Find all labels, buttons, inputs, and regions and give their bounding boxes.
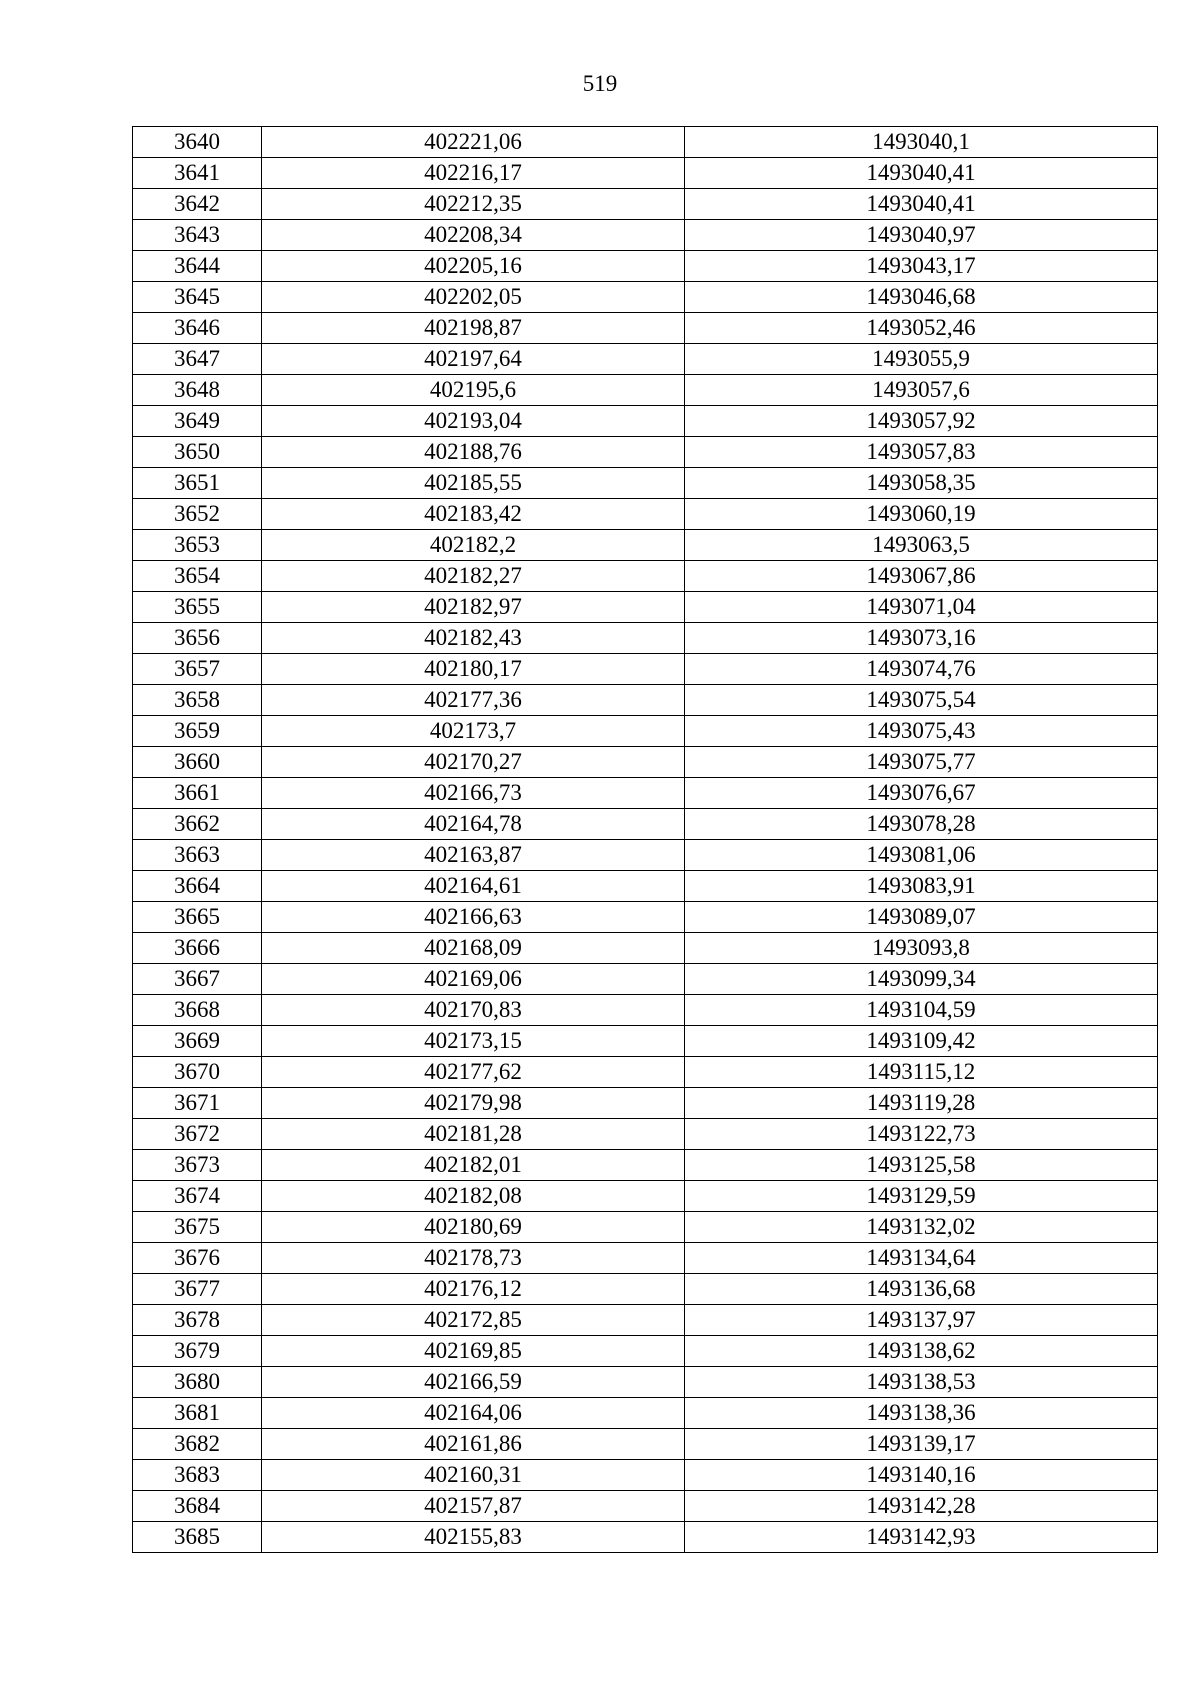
point-number-cell: 3643: [133, 220, 262, 251]
x-coordinate-cell: 402164,06: [262, 1398, 685, 1429]
point-number-cell: 3655: [133, 592, 262, 623]
x-coordinate-cell: 402161,86: [262, 1429, 685, 1460]
point-number-cell: 3649: [133, 406, 262, 437]
table-row: [133, 189, 1158, 220]
x-coordinate-cell: 402221,06: [262, 127, 685, 158]
table-row: [133, 995, 1158, 1026]
point-number-cell: 3645: [133, 282, 262, 313]
point-number-cell: 3640: [133, 127, 262, 158]
point-number-cell: 3684: [133, 1491, 262, 1522]
y-coordinate-cell: 1493040,41: [685, 189, 1158, 220]
x-coordinate-cell: 402164,78: [262, 809, 685, 840]
y-coordinate-cell: 1493075,77: [685, 747, 1158, 778]
y-coordinate-cell: 1493104,59: [685, 995, 1158, 1026]
y-coordinate-cell: 1493040,41: [685, 158, 1158, 189]
point-number-cell: 3660: [133, 747, 262, 778]
x-coordinate-cell: 402188,76: [262, 437, 685, 468]
y-coordinate-cell: 1493142,93: [685, 1522, 1158, 1553]
x-coordinate-cell: 402180,69: [262, 1212, 685, 1243]
x-coordinate-cell: 402182,08: [262, 1181, 685, 1212]
y-coordinate-cell: 1493071,04: [685, 592, 1158, 623]
coordinates-table: [132, 126, 1158, 1553]
table-row: [133, 158, 1158, 189]
point-number-cell: 3678: [133, 1305, 262, 1336]
table-row: [133, 1367, 1158, 1398]
x-coordinate-cell: 402216,17: [262, 158, 685, 189]
table-row: [133, 1212, 1158, 1243]
y-coordinate-cell: 1493043,17: [685, 251, 1158, 282]
x-coordinate-cell: 402195,6: [262, 375, 685, 406]
table-row: [133, 623, 1158, 654]
y-coordinate-cell: 1493078,28: [685, 809, 1158, 840]
table-row: [133, 1150, 1158, 1181]
table-row: [133, 964, 1158, 995]
table-row: [133, 220, 1158, 251]
y-coordinate-cell: 1493119,28: [685, 1088, 1158, 1119]
point-number-cell: 3648: [133, 375, 262, 406]
point-number-cell: 3663: [133, 840, 262, 871]
point-number-cell: 3657: [133, 654, 262, 685]
y-coordinate-cell: 1493074,76: [685, 654, 1158, 685]
x-coordinate-cell: 402181,28: [262, 1119, 685, 1150]
x-coordinate-cell: 402182,01: [262, 1150, 685, 1181]
table-row: [133, 747, 1158, 778]
y-coordinate-cell: 1493142,28: [685, 1491, 1158, 1522]
table-row: [133, 127, 1158, 158]
point-number-cell: 3662: [133, 809, 262, 840]
x-coordinate-cell: 402168,09: [262, 933, 685, 964]
point-number-cell: 3667: [133, 964, 262, 995]
x-coordinate-cell: 402173,7: [262, 716, 685, 747]
point-number-cell: 3675: [133, 1212, 262, 1243]
table-row: [133, 1181, 1158, 1212]
point-number-cell: 3654: [133, 561, 262, 592]
x-coordinate-cell: 402169,85: [262, 1336, 685, 1367]
table-row: [133, 499, 1158, 530]
point-number-cell: 3665: [133, 902, 262, 933]
point-number-cell: 3682: [133, 1429, 262, 1460]
point-number-cell: 3653: [133, 530, 262, 561]
x-coordinate-cell: 402170,27: [262, 747, 685, 778]
table-row: [133, 1398, 1158, 1429]
point-number-cell: 3681: [133, 1398, 262, 1429]
x-coordinate-cell: 402176,12: [262, 1274, 685, 1305]
x-coordinate-cell: 402180,17: [262, 654, 685, 685]
y-coordinate-cell: 1493040,97: [685, 220, 1158, 251]
x-coordinate-cell: 402182,27: [262, 561, 685, 592]
x-coordinate-cell: 402182,97: [262, 592, 685, 623]
point-number-cell: 3671: [133, 1088, 262, 1119]
table-row: [133, 902, 1158, 933]
point-number-cell: 3656: [133, 623, 262, 654]
table-row: [133, 716, 1158, 747]
point-number-cell: 3659: [133, 716, 262, 747]
x-coordinate-cell: 402182,2: [262, 530, 685, 561]
y-coordinate-cell: 1493055,9: [685, 344, 1158, 375]
x-coordinate-cell: 402163,87: [262, 840, 685, 871]
x-coordinate-cell: 402183,42: [262, 499, 685, 530]
y-coordinate-cell: 1493057,83: [685, 437, 1158, 468]
x-coordinate-cell: 402202,05: [262, 282, 685, 313]
y-coordinate-cell: 1493063,5: [685, 530, 1158, 561]
point-number-cell: 3685: [133, 1522, 262, 1553]
x-coordinate-cell: 402185,55: [262, 468, 685, 499]
y-coordinate-cell: 1493140,16: [685, 1460, 1158, 1491]
point-number-cell: 3664: [133, 871, 262, 902]
table-row: [133, 437, 1158, 468]
y-coordinate-cell: 1493081,06: [685, 840, 1158, 871]
point-number-cell: 3677: [133, 1274, 262, 1305]
x-coordinate-cell: 402182,43: [262, 623, 685, 654]
table-row: [133, 933, 1158, 964]
point-number-cell: 3666: [133, 933, 262, 964]
table-row: [133, 809, 1158, 840]
table-row: [133, 561, 1158, 592]
table-row: [133, 1491, 1158, 1522]
y-coordinate-cell: 1493122,73: [685, 1119, 1158, 1150]
table-row: [133, 1522, 1158, 1553]
y-coordinate-cell: 1493136,68: [685, 1274, 1158, 1305]
table-row: [133, 871, 1158, 902]
x-coordinate-cell: 402173,15: [262, 1026, 685, 1057]
x-coordinate-cell: 402169,06: [262, 964, 685, 995]
table-row: [133, 406, 1158, 437]
y-coordinate-cell: 1493139,17: [685, 1429, 1158, 1460]
point-number-cell: 3670: [133, 1057, 262, 1088]
y-coordinate-cell: 1493138,36: [685, 1398, 1158, 1429]
x-coordinate-cell: 402198,87: [262, 313, 685, 344]
point-number-cell: 3673: [133, 1150, 262, 1181]
y-coordinate-cell: 1493040,1: [685, 127, 1158, 158]
table-row: [133, 530, 1158, 561]
y-coordinate-cell: 1493089,07: [685, 902, 1158, 933]
y-coordinate-cell: 1493134,64: [685, 1243, 1158, 1274]
x-coordinate-cell: 402177,62: [262, 1057, 685, 1088]
y-coordinate-cell: 1493076,67: [685, 778, 1158, 809]
x-coordinate-cell: 402197,64: [262, 344, 685, 375]
x-coordinate-cell: 402155,83: [262, 1522, 685, 1553]
y-coordinate-cell: 1493060,19: [685, 499, 1158, 530]
y-coordinate-cell: 1493052,46: [685, 313, 1158, 344]
page-number: 519: [582, 71, 618, 96]
point-number-cell: 3669: [133, 1026, 262, 1057]
x-coordinate-cell: 402178,73: [262, 1243, 685, 1274]
y-coordinate-cell: 1493067,86: [685, 561, 1158, 592]
point-number-cell: 3647: [133, 344, 262, 375]
table-row: [133, 1305, 1158, 1336]
table-row: [133, 840, 1158, 871]
table-row: [133, 1429, 1158, 1460]
x-coordinate-cell: 402160,31: [262, 1460, 685, 1491]
y-coordinate-cell: 1493046,68: [685, 282, 1158, 313]
x-coordinate-cell: 402205,16: [262, 251, 685, 282]
y-coordinate-cell: 1493093,8: [685, 933, 1158, 964]
table-row: [133, 1460, 1158, 1491]
x-coordinate-cell: 402166,73: [262, 778, 685, 809]
table-row: [133, 468, 1158, 499]
y-coordinate-cell: 1493132,02: [685, 1212, 1158, 1243]
y-coordinate-cell: 1493083,91: [685, 871, 1158, 902]
y-coordinate-cell: 1493075,54: [685, 685, 1158, 716]
point-number-cell: 3680: [133, 1367, 262, 1398]
table-row: [133, 1336, 1158, 1367]
point-number-cell: 3642: [133, 189, 262, 220]
point-number-cell: 3652: [133, 499, 262, 530]
x-coordinate-cell: 402177,36: [262, 685, 685, 716]
coordinates-table-body: [133, 127, 1158, 1553]
y-coordinate-cell: 1493109,42: [685, 1026, 1158, 1057]
point-number-cell: 3658: [133, 685, 262, 716]
y-coordinate-cell: 1493057,6: [685, 375, 1158, 406]
point-number-cell: 3683: [133, 1460, 262, 1491]
y-coordinate-cell: 1493125,58: [685, 1150, 1158, 1181]
point-number-cell: 3679: [133, 1336, 262, 1367]
table-row: [133, 1119, 1158, 1150]
table-row: [133, 344, 1158, 375]
y-coordinate-cell: 1493129,59: [685, 1181, 1158, 1212]
y-coordinate-cell: 1493073,16: [685, 623, 1158, 654]
point-number-cell: 3641: [133, 158, 262, 189]
y-coordinate-cell: 1493138,53: [685, 1367, 1158, 1398]
y-coordinate-cell: 1493075,43: [685, 716, 1158, 747]
point-number-cell: 3646: [133, 313, 262, 344]
x-coordinate-cell: 402157,87: [262, 1491, 685, 1522]
point-number-cell: 3672: [133, 1119, 262, 1150]
table-row: [133, 1057, 1158, 1088]
x-coordinate-cell: 402212,35: [262, 189, 685, 220]
x-coordinate-cell: 402166,63: [262, 902, 685, 933]
y-coordinate-cell: 1493057,92: [685, 406, 1158, 437]
x-coordinate-cell: 402170,83: [262, 995, 685, 1026]
point-number-cell: 3650: [133, 437, 262, 468]
table-row: [133, 313, 1158, 344]
x-coordinate-cell: 402164,61: [262, 871, 685, 902]
table-row: [133, 1088, 1158, 1119]
table-row: [133, 654, 1158, 685]
table-row: [133, 1243, 1158, 1274]
x-coordinate-cell: 402179,98: [262, 1088, 685, 1119]
table-row: [133, 1274, 1158, 1305]
point-number-cell: 3668: [133, 995, 262, 1026]
x-coordinate-cell: 402166,59: [262, 1367, 685, 1398]
y-coordinate-cell: 1493099,34: [685, 964, 1158, 995]
table-row: [133, 282, 1158, 313]
y-coordinate-cell: 1493138,62: [685, 1336, 1158, 1367]
point-number-cell: 3676: [133, 1243, 262, 1274]
table-row: [133, 592, 1158, 623]
point-number-cell: 3661: [133, 778, 262, 809]
point-number-cell: 3644: [133, 251, 262, 282]
table-row: [133, 778, 1158, 809]
table-row: [133, 375, 1158, 406]
table-row: [133, 251, 1158, 282]
point-number-cell: 3674: [133, 1181, 262, 1212]
x-coordinate-cell: 402193,04: [262, 406, 685, 437]
y-coordinate-cell: 1493058,35: [685, 468, 1158, 499]
point-number-cell: 3651: [133, 468, 262, 499]
table-row: [133, 1026, 1158, 1057]
table-row: [133, 685, 1158, 716]
x-coordinate-cell: 402208,34: [262, 220, 685, 251]
x-coordinate-cell: 402172,85: [262, 1305, 685, 1336]
y-coordinate-cell: 1493115,12: [685, 1057, 1158, 1088]
y-coordinate-cell: 1493137,97: [685, 1305, 1158, 1336]
